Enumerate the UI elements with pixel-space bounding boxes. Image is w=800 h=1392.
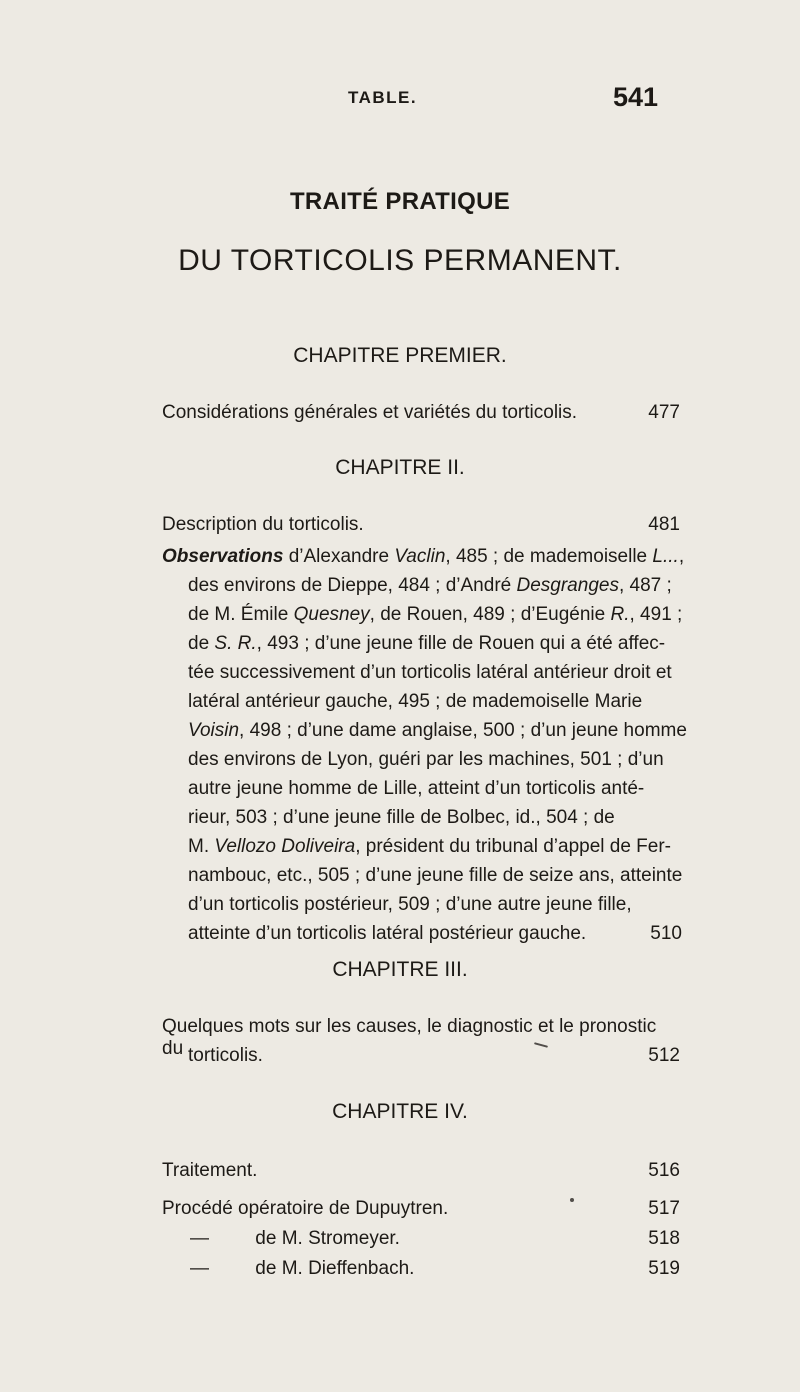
- toc-entry-page: 517: [648, 1198, 680, 1219]
- chapter-heading-4: CHAPITRE IV.: [332, 1100, 468, 1123]
- toc-entry[interactable]: [162, 1160, 680, 1182]
- observations-line: M. Vellozo Doliveira, président du tribunal d’appel de Fer-: [188, 836, 672, 857]
- toc-entry-page: 481: [648, 514, 680, 535]
- observations-line: de M. Émile Quesney, de Rouen, 489 ; d’Eugénie R., 491 ;: [188, 604, 683, 625]
- observations-line: latéral antérieur gauche, 495 ; de mademoiselle Marie: [188, 691, 643, 712]
- observations-line: des environs de Dieppe, 484 ; d’André Desgranges, 487 ;: [188, 575, 672, 596]
- toc-entry-label: torticolis.: [188, 1045, 263, 1066]
- book-title-line-2: DU TORTICOLIS PERMANENT.: [178, 244, 622, 277]
- observations-line: Voisin, 498 ; d’une dame anglaise, 500 ; d’un jeune homme: [188, 720, 687, 741]
- toc-entry-label: Traitement.: [162, 1160, 258, 1181]
- toc-entry[interactable]: [162, 514, 680, 536]
- toc-entry-label: de M. Stromeyer.: [255, 1228, 400, 1249]
- ditto-dash: —: [190, 1228, 209, 1249]
- ditto-dash: —: [190, 1258, 209, 1279]
- observations-line: rieur, 503 ; d’une jeune fille de Bolbec, id., 504 ; de: [188, 807, 615, 828]
- toc-entry-page: 512: [648, 1045, 680, 1066]
- toc-entry[interactable]: [190, 1258, 680, 1280]
- toc-entry-continuation[interactable]: [188, 1045, 680, 1067]
- chapter-heading-2: CHAPITRE II.: [335, 456, 465, 479]
- observations-line: de S. R., 493 ; d’une jeune fille de Rouen qui a été affec-: [188, 633, 666, 654]
- toc-entry-label: Quelques mots sur les causes, le diagnostic et le pronostic du: [162, 1016, 657, 1059]
- chapter-heading-1: CHAPITRE PREMIER.: [293, 344, 507, 367]
- toc-entry-page: 519: [648, 1258, 680, 1279]
- observations-paragraph[interactable]: [162, 542, 687, 948]
- observations-line: nambouc, etc., 505 ; d’une jeune fille de seize ans, atteinte: [188, 865, 683, 886]
- toc-entry[interactable]: [162, 1198, 680, 1220]
- observations-line: tée successivement d’un torticolis latéral antérieur droit et: [188, 662, 672, 683]
- toc-entry-label: Procédé opératoire de Dupuytren.: [162, 1198, 449, 1219]
- observations-line: Observations d’Alexandre Vaclin, 485 ; de mademoiselle L...,: [162, 546, 685, 567]
- toc-entry-page: 477: [648, 402, 680, 423]
- toc-entry-label: Description du torticolis.: [162, 514, 364, 535]
- ink-speck: [570, 1198, 574, 1202]
- observations-line: autre jeune homme de Lille, atteint d’un torticolis anté-: [188, 778, 645, 799]
- chapter-heading-3: CHAPITRE III.: [332, 958, 468, 981]
- toc-entry[interactable]: [190, 1228, 680, 1250]
- toc-entry-label: de M. Dieffenbach.: [255, 1258, 415, 1279]
- toc-entry-label: Considérations générales et variétés du torticolis.: [162, 402, 578, 423]
- toc-entry[interactable]: [162, 402, 680, 424]
- toc-entry-page: 518: [648, 1228, 680, 1249]
- running-title: TABLE.: [348, 88, 418, 107]
- running-head: [0, 82, 800, 116]
- observations-line: d’un torticolis postérieur, 509 ; d’une autre jeune fille,: [188, 894, 632, 915]
- toc-entry-page: 510: [650, 923, 682, 944]
- page-number: 541: [613, 82, 659, 112]
- toc-entry-page: 516: [648, 1160, 680, 1181]
- observations-line: atteinte d’un torticolis latéral postérieur gauche. 510: [162, 919, 682, 948]
- observations-line: des environs de Lyon, guéri par les machines, 501 ; d’un: [188, 749, 664, 770]
- book-title-line-1: TRAITÉ PRATIQUE: [289, 188, 511, 215]
